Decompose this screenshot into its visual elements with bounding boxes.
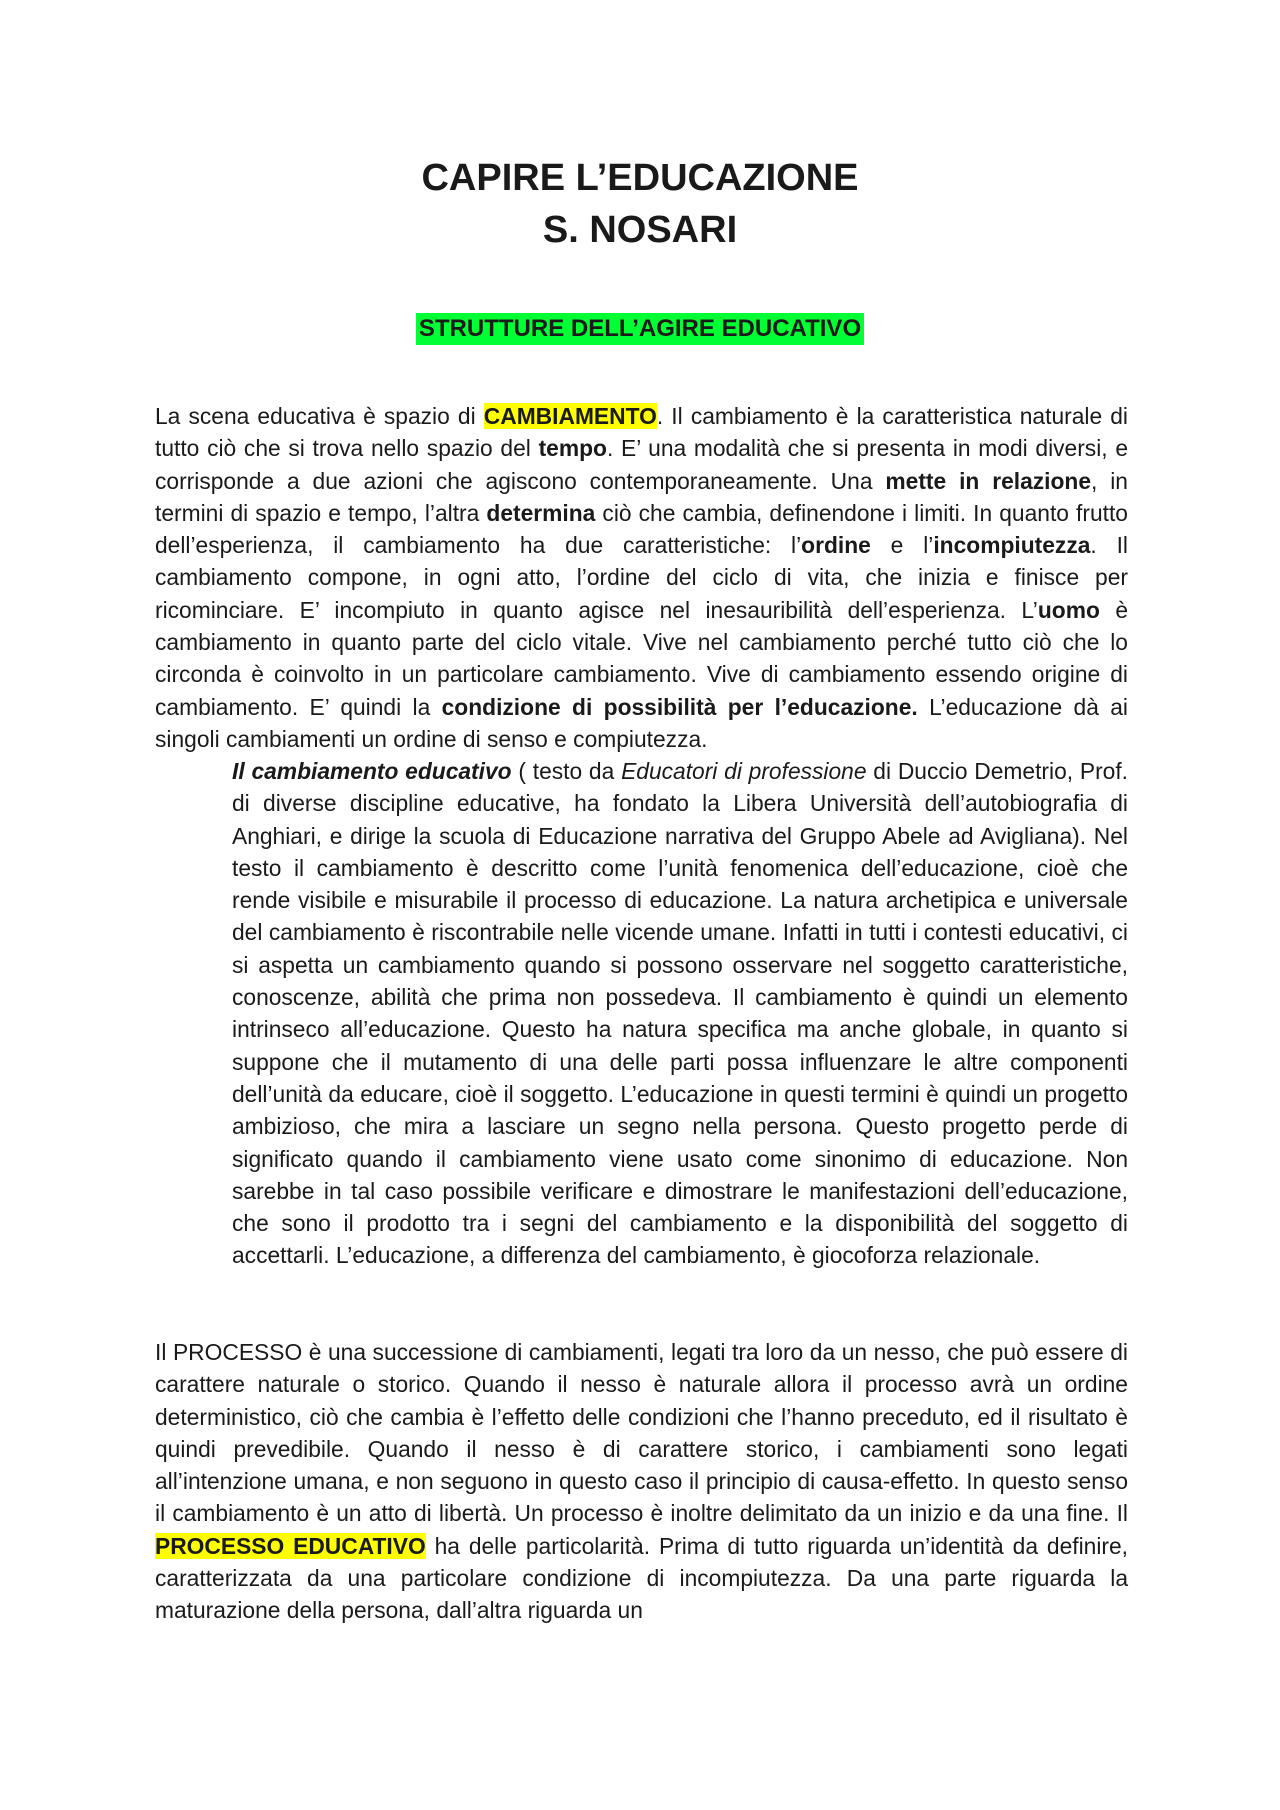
text-span: Il PROCESSO è una successione di cambiamenti, legati tra loro da un nesso, che può essere di carattere naturale o storico. Quando il nesso è naturale allora il processo avrà un ordine deterministico, ciò che cambia è l’effetto delle condizioni che l’hanno preceduto, ed il risultato è quindi prevedibile. Quando il nesso è di carattere storico, i cambiamenti sono legati all’intenzione umana, e non seguono in questo caso il principio di causa-effetto. In questo senso il cambiamento è un atto di libertà. Un processo è inoltre delimitato da un inizio e da una fine. Il bbox=[155, 1339, 1128, 1527]
bold-term: incompiutezza bbox=[933, 532, 1091, 559]
text-span: è cambiamento in quanto parte del ciclo vitale. Vive nel cambiamento perché tutto ciò che lo circonda è coinvolto in un particolare cambiamento. Vive di cambiamento essendo origine di cambiamento. E’ quindi la bbox=[155, 596, 1128, 720]
paragraph-processo bbox=[155, 1336, 1128, 1627]
text-span: . Il cambiamento è la caratteristica naturale di tutto ciò che si trova nello spazio del bbox=[155, 403, 1128, 462]
italic-title: Educatori di professione bbox=[621, 758, 867, 784]
text-span: ( testo da bbox=[511, 758, 622, 784]
section-heading-wrap bbox=[0, 313, 1280, 345]
bold-term bbox=[232, 758, 512, 784]
bold-term: tempo bbox=[538, 435, 607, 462]
section-heading: STRUTTURE DELL’AGIRE EDUCATIVO bbox=[416, 313, 864, 345]
text-span: . Il cambiamento compone, in ogni atto, l’ordine del ciclo di vita, che inizia e finisce per ricominciare. E’ incompiuto in quanto agisce nel inesauribilità dell’esperienza. L’ bbox=[155, 532, 1128, 623]
highlighted-term: PROCESSO EDUCATIVO bbox=[155, 1532, 426, 1559]
highlighted-term: CAMBIAMENTO bbox=[483, 403, 657, 429]
bold-term: mette in relazione bbox=[885, 467, 1092, 494]
bold-term: determina bbox=[486, 499, 596, 526]
page-author: S. NOSARI bbox=[542, 209, 738, 251]
text-span: , in termini di spazio e tempo, l’altra bbox=[155, 467, 1128, 526]
page-title: CAPIRE L’EDUCAZIONE bbox=[421, 157, 859, 199]
text-span: ciò che cambia, definendone i limiti. In quanto frutto dell’esperienza, il cambiamento ha due caratteristiche: l’ bbox=[155, 499, 1128, 559]
text-span: La scena educativa è spazio di bbox=[155, 403, 484, 429]
text-span: di Duccio Demetrio, Prof. di diverse discipline educative, ha fondato la Libera Università dell’autobiografia di Anghiari, e dirige la scuola di Educazione narrativa del Gruppo Abele ad Avigliana). Nel testo il cambiamento è descritto come l’unità fenomenica dell’educazione, cioè che rende visibile e misurabile il processo di educazione. La natura archetipica e universale del cambiamento è riscontrabile nelle vicende umane. Infatti in tutti i contesti educativi, ci si aspetta un cambiamento quando si possono osservare nel soggetto caratteristiche, conoscenze, abilità che prima non possedeva. Il cambiamento è quindi un elemento intrinseco all’educazione. Questo ha natura specifica ma anche globale, in quanto si suppone che il mutamento di una delle parti possa influenzare le altre componenti dell’unità da educare, cioè il soggetto. L’educazione in questi termini è quindi un progetto ambizioso, che mira a lasciare un segno nella persona. Questo progetto perde di significato quando il cambiamento viene usato come sinonimo di educazione. Non sarebbe in tal caso possibile verificare e dimostrare le manifestazioni dell’educazione, che sono il prodotto tra i segni del cambiamento e la disponibilità del soggetto di accettarli. L’educazione, a differenza del cambiamento, è giocoforza relazionale. bbox=[232, 758, 1129, 1269]
title-block bbox=[0, 152, 1280, 256]
text-span: ha delle particolarità. Prima di tutto riguarda un’identità da definire, caratterizzata da una particolare condizione di incompiutezza. Da una parte riguarda la maturazione della persona, dall’altra riguarda un bbox=[155, 1532, 1128, 1624]
text-span: e l’ bbox=[870, 532, 934, 559]
text-span: . E’ una modalità che si presenta in modi diversi, e corrisponde a due azioni che agiscono contemporaneamente. Una bbox=[155, 435, 1128, 494]
bold-term: condizione di possibilità per l’educazione. bbox=[441, 693, 918, 720]
bold-term: uomo bbox=[1037, 596, 1100, 623]
bold-term: ordine bbox=[801, 532, 871, 559]
bold-italic-term: Il cambiamento educativo bbox=[232, 758, 512, 784]
text-span: L’educazione dà ai singoli cambiamenti un ordine di senso e compiutezza. bbox=[155, 693, 1129, 752]
paragraph-cambiamento bbox=[155, 400, 1128, 755]
paragraph-cambiamento-educativo bbox=[232, 755, 1128, 1272]
